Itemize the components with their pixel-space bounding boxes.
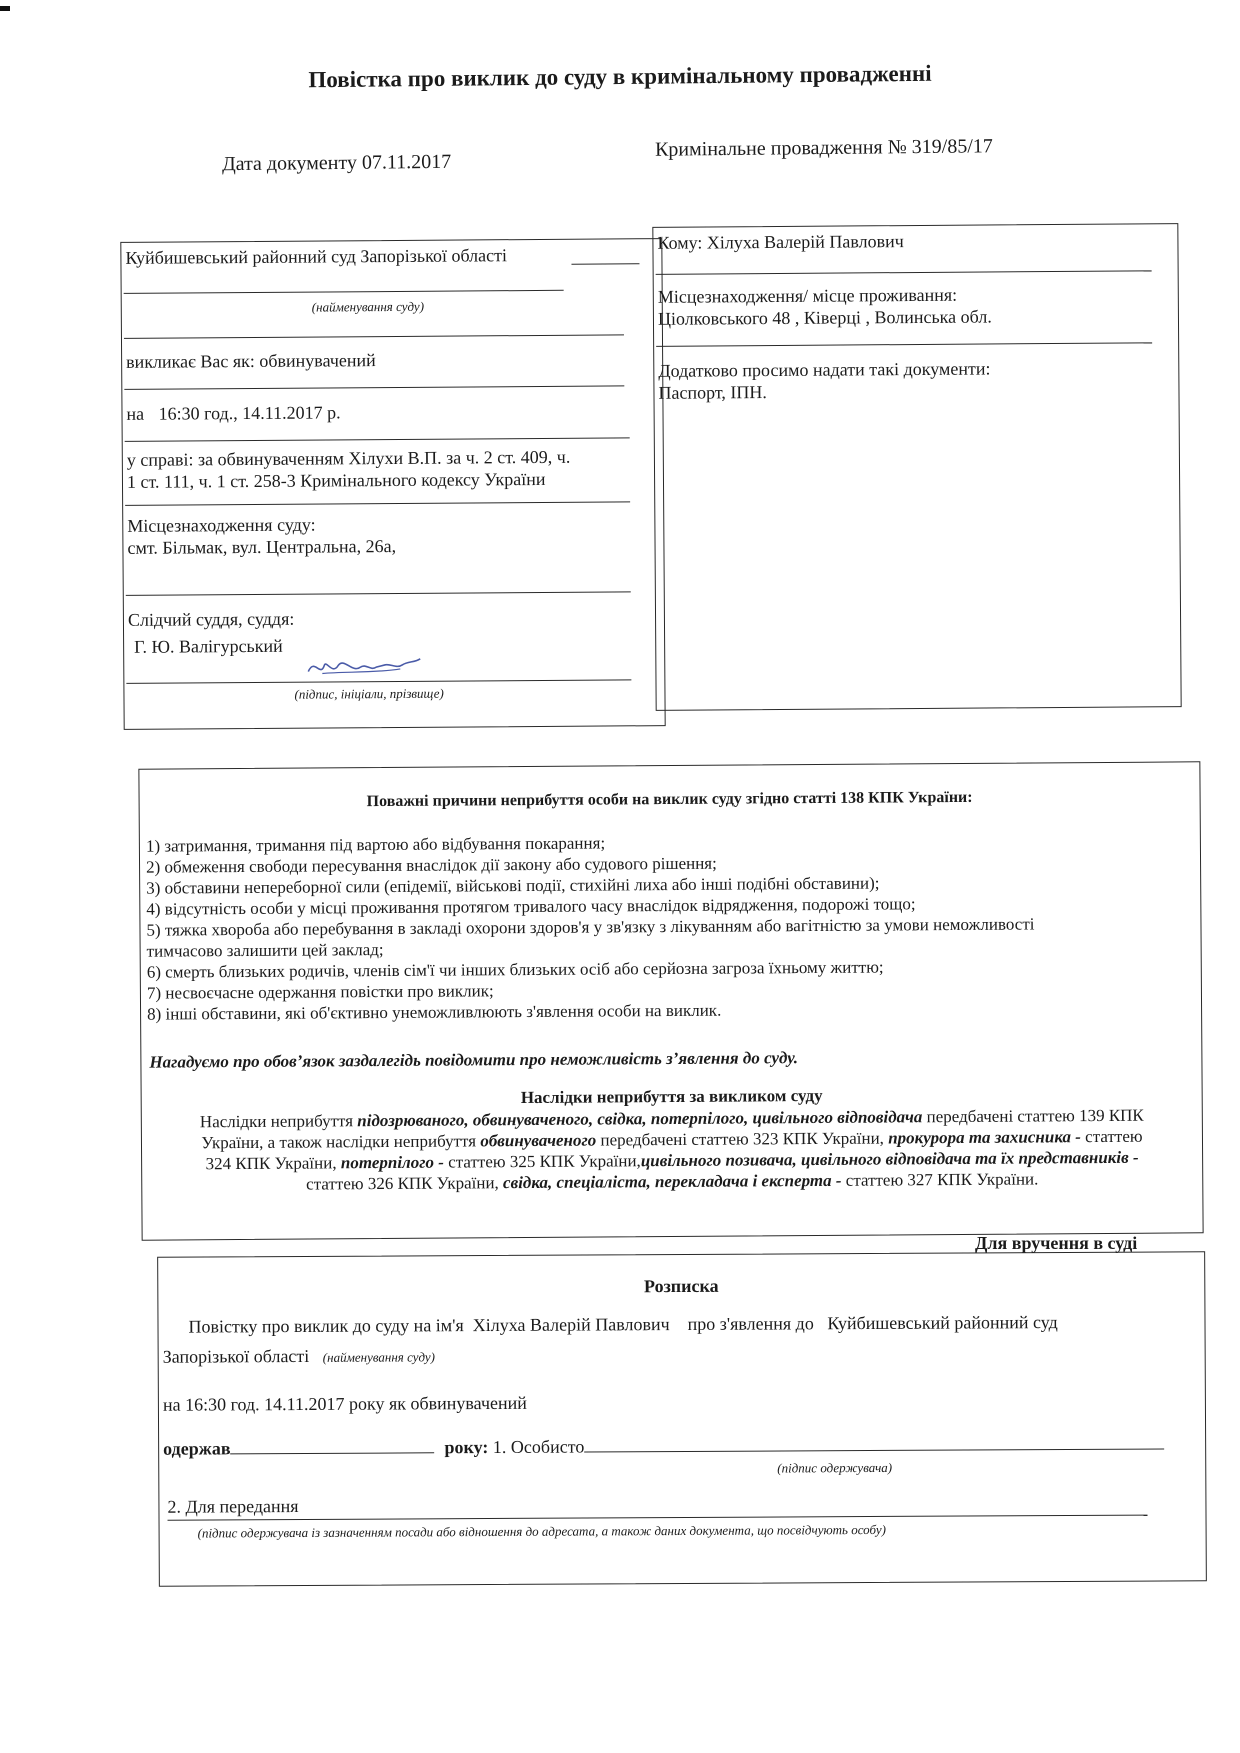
- receipt-recipient-name: Хілуха Валерій Павлович: [472, 1314, 670, 1336]
- requested-documents: [658, 357, 990, 403]
- consequences-heading: Наслідки неприбуття за викликом суду: [520, 1085, 823, 1108]
- court-location-label: Місцезнаходження суду:: [127, 514, 316, 536]
- recipient-name: Хілуха Валерій Павлович: [706, 231, 904, 253]
- year-label: року:: [444, 1437, 489, 1458]
- for-court-delivery: Для вручення в суді: [975, 1233, 1138, 1253]
- summons-right-panel: [652, 223, 1181, 711]
- receipt-line2: [163, 1344, 435, 1369]
- divider: [124, 334, 624, 338]
- hearing-time: 16:30 год., 14.11.2017 р.: [158, 402, 341, 424]
- reason-item: 2) обмеження свободи пересування внаслідок дії закону або судового рішення;: [145, 853, 717, 877]
- consequences-parties: свідка, спеціаліста, перекладача і експерта -: [502, 1170, 842, 1193]
- residence-value: Ціолковського 48 , Ківерці , Волинська обл.: [657, 306, 992, 329]
- residence: [658, 283, 992, 329]
- residence-label: Місцезнаходження/ місце проживання:: [657, 284, 958, 307]
- judge-signature: [304, 651, 424, 682]
- reason-item: тимчасово залишити цей заклад;: [146, 940, 384, 961]
- document-date: Дата документу 07.11.2017: [221, 150, 452, 176]
- personally-label: 1. Особисто: [492, 1436, 585, 1457]
- reason-item: 5) тяжка хвороба або перебування в закладі охорони здоров'я у зв'язку з лікуванням або вагітністю за умови неможливості: [146, 914, 1035, 940]
- reason-item: 3) обставини непереборної сили (епідемії, військові події, стихійні лиха або інші подібні обставини);: [146, 873, 880, 898]
- receipt-text: Повістку про виклик до суду на ім'я: [188, 1315, 464, 1337]
- requested-documents-value: Паспорт, ІПН.: [658, 382, 767, 403]
- reason-item: 8) інші обставини, які об'єктивно унеможливлюють з'явлення особи на виклик.: [147, 1000, 722, 1024]
- court-name-underline-end: [571, 263, 639, 264]
- consequences-text-part: статтею 327 КПК України.: [841, 1169, 1039, 1190]
- for-transfer-label: 2. Для передання: [167, 1496, 299, 1517]
- case-charges-line2: 1 ст. 111, ч. 1 ст. 258-3 Кримінального кодексу України: [126, 468, 546, 492]
- received-date-blank: [231, 1452, 435, 1454]
- page-title: Повістка про виклик до суду в кримінальному провадженні: [308, 60, 932, 93]
- divider: [125, 501, 630, 506]
- reason-item: 1) затримання, тримання під вартою або відбування покарання;: [145, 833, 606, 856]
- receipt-box: [157, 1251, 1207, 1586]
- consequences-text-part: статтею 326 КПК України,: [306, 1173, 504, 1194]
- consequences-text-part: передбачені статтею 323 КПК України,: [596, 1128, 889, 1150]
- hearing-time-prefix: на: [126, 403, 145, 424]
- receipt-court-name: Запорізької області: [162, 1345, 310, 1367]
- consequences-parties: підозрюваного, обвинуваченого, свідка, потерпілого, цивільного відповідача: [357, 1107, 923, 1131]
- divider: [656, 270, 1152, 274]
- receipt-court-name: Куйбишевський районний суд: [827, 1312, 1058, 1334]
- summoned-as-label: викликає Вас як:: [126, 350, 255, 372]
- personally-signature-blank: [584, 1448, 1164, 1452]
- case-number: 319/85/17: [911, 135, 993, 159]
- consequences-parties: цивільного позивача, цивільного відповідача та їх представників -: [640, 1147, 1139, 1171]
- divider: [124, 385, 624, 389]
- received-label: одержав: [163, 1438, 231, 1459]
- case-description: [127, 445, 647, 493]
- judge-label: Слідчий суддя, суддя:: [127, 608, 295, 630]
- court-name-underline: [124, 290, 564, 294]
- scan-edge-mark: [0, 6, 10, 11]
- receipt-line1: [188, 1310, 1198, 1337]
- divider: [125, 437, 630, 442]
- consequences-parties: потерпілого -: [340, 1152, 444, 1173]
- reminder: Нагадуємо про обов’язок заздалегідь повідомити про неможливість з’явлення до суду.: [149, 1048, 799, 1072]
- reason-item: 7) несвоєчасне одержання повістки про виклик;: [146, 981, 494, 1003]
- receipt-heading: Розписка: [643, 1275, 719, 1297]
- divider: [126, 591, 631, 596]
- requested-documents-label: Додатково просимо надати такі документи:: [658, 358, 991, 381]
- reason-item: 6) смерть близьких родичів, членів сім'ї чи інших близьких осіб або серйозна загроза їхньому життю;: [146, 957, 884, 982]
- consequences-text-part: 324 КПК України,: [205, 1153, 341, 1174]
- court-name: Куйбишевський районний суд Запорізької області: [125, 245, 508, 268]
- court-location: [127, 511, 647, 559]
- reason-item: 4) відсутність особи у місці проживання протягом тривалого часу внаслідок відрядження, подорожі тощо;: [146, 894, 916, 919]
- receipt-received-row: [163, 1432, 1193, 1459]
- recipient-label: Кому:: [657, 232, 703, 253]
- receipt-hearing-time: на 16:30 год. 14.11.2017 року як обвинувачений: [162, 1392, 527, 1415]
- consequences-parties: обвинуваченого: [480, 1130, 597, 1151]
- transfer-signature-line: [168, 1515, 1148, 1521]
- transfer-signature-caption: (підпис одержувача із зазначенням посади або відношення до адресата, а також даних документа, що посвідчують особу): [197, 1521, 886, 1541]
- summoned-as-row: [126, 349, 376, 373]
- reasons-list: [146, 828, 1187, 1024]
- case-number-label: Кримінальне провадження №: [654, 136, 907, 161]
- court-caption: (найменування суду): [311, 298, 425, 315]
- case-charges-line1: за обвинуваченням Хілухи В.П. за ч. 2 ст. 409, ч.: [197, 446, 571, 470]
- consequences-text-part: передбачені статтею 139 КПК: [922, 1105, 1144, 1127]
- consequences-parties: прокурора та захисника -: [888, 1127, 1081, 1148]
- hearing-time-row: [126, 401, 340, 424]
- recipient-row: [657, 230, 903, 254]
- consequences-text: [150, 1104, 1195, 1195]
- reasons-heading: Поважні причини неприбуття особи на виклик суду згідно статті 138 КПК України:: [366, 788, 973, 811]
- receipt-court-caption: (найменування суду): [322, 1349, 436, 1365]
- receipt-text: про з'явлення до: [687, 1313, 814, 1334]
- divider: [656, 342, 1152, 346]
- consequences-text-part: статтею 325 КПК України,: [443, 1151, 641, 1172]
- case-number-row: [655, 135, 993, 162]
- case-prefix: у справі:: [126, 449, 194, 470]
- consequences-text-part: України, а також наслідки неприбуття: [201, 1131, 481, 1153]
- judge-name: Г. Ю. Валігурський: [134, 635, 283, 657]
- consequences-text-part: Наслідки неприбуття: [199, 1111, 358, 1132]
- summoned-as-role: обвинувачений: [259, 350, 376, 371]
- consequences-text-part: статтею: [1080, 1126, 1143, 1147]
- court-location-value: смт. Більмак, вул. Центральна, 26а,: [127, 535, 397, 558]
- signature-caption: (підпис, ініціали, прізвище): [294, 685, 444, 702]
- summons-left-panel: [120, 238, 665, 730]
- recipient-signature-caption: (підпис одержувача): [777, 1459, 893, 1476]
- absence-reasons-box: [138, 761, 1203, 1240]
